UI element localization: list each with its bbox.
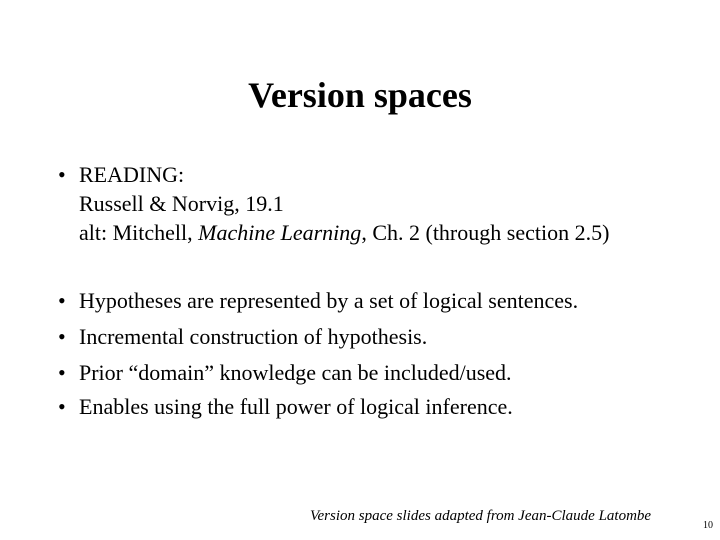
bullet-marker: • [58, 288, 66, 313]
reading-alt-book-title: Machine Learning [198, 220, 362, 245]
reading-alt-prefix: alt: Mitchell, [79, 220, 199, 245]
reading-alt-suffix: , Ch. 2 (through section 2.5) [361, 220, 610, 245]
slide-title: Version spaces [248, 75, 472, 115]
reading-alt [79, 218, 609, 247]
bullet-marker: • [58, 324, 66, 349]
bullet-hypotheses: Hypotheses are represented by a set of logical sentences. [79, 288, 579, 313]
reading-primary: Russell & Norvig, 19.1 [79, 191, 284, 216]
reading-label: READING: [79, 162, 185, 187]
bullet-marker: • [58, 360, 66, 385]
page-number: 10 [703, 520, 713, 531]
bullet-logical-inference: Enables using the full power of logical inference. [79, 394, 513, 419]
bullet-marker: • [58, 394, 66, 419]
bullet-marker: • [58, 162, 66, 187]
footer-credit: Version space slides adapted from Jean-Claude Latombe [310, 508, 652, 524]
bullet-incremental: Incremental construction of hypothesis. [79, 324, 428, 349]
bullet-prior-knowledge: Prior “domain” knowledge can be included/used. [79, 360, 512, 385]
